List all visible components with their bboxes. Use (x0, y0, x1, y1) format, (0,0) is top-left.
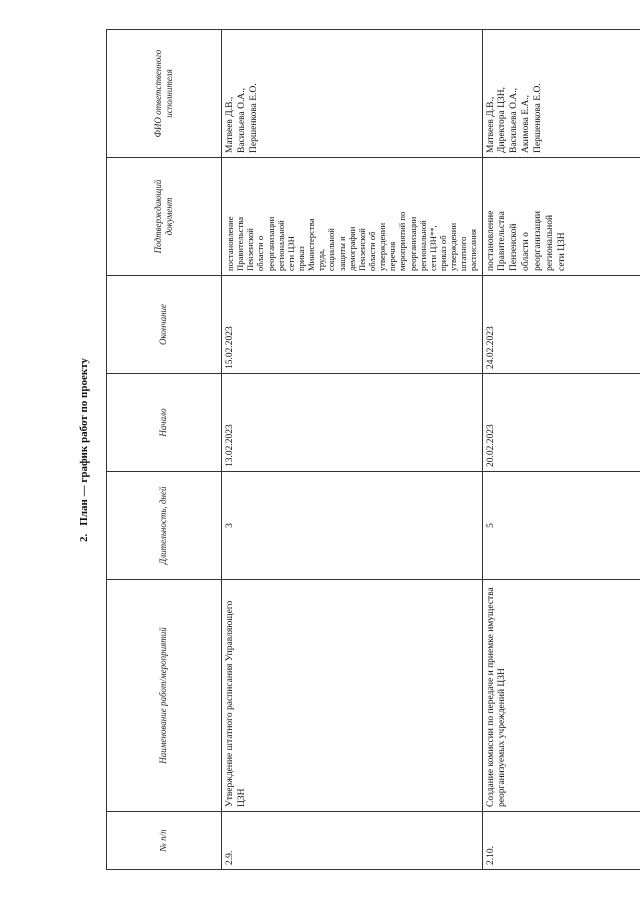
schedule-table (106, 29, 640, 870)
row-start: 20.02.2023 (482, 374, 640, 472)
col-header-num: № п/п (107, 812, 222, 870)
row-num: 2.9. (222, 812, 483, 870)
row-num: 2.10. (482, 812, 640, 870)
table-row (482, 30, 640, 870)
row-duration: 5 (482, 472, 640, 580)
row-end: 24.02.2023 (482, 276, 640, 374)
row-document: постановление Правительства Пензенской области о реорганизации региональной сети ЦЗН приказ Министерства труда, социальной защиты и демографии Пензенской области об утверждении перечня мероприятий по реорганизации региональной сети ЦЗН**, приказ об утверждении штатного расписания (222, 158, 483, 276)
col-header-responsible: ФИО ответственного исполнителя (107, 30, 222, 158)
section-title: План — график работ по проекту (78, 358, 90, 526)
table-header-row (107, 30, 222, 870)
section-number: 2. (78, 533, 90, 542)
row-responsible: Матвеев Д.В., Директора ЦЗН, Васильева О.А., Акимова Е.А., Першенкова Е.О. (482, 30, 640, 158)
section-heading (78, 30, 90, 870)
rotated-page (40, 30, 600, 870)
row-duration: 3 (222, 472, 483, 580)
row-end: 15.02.2023 (222, 276, 483, 374)
row-start: 13.02.2023 (222, 374, 483, 472)
col-header-document: Подтверждающий документ (107, 158, 222, 276)
row-responsible: Матвеев Д.В., Васильева О.А., Першенкова Е.О. (222, 30, 483, 158)
col-header-end: Окончание (107, 276, 222, 374)
row-document: постановление Правительства Пензенской области о реорганизации региональной сети ЦЗН (482, 158, 640, 276)
col-header-name: Наименование работ/мероприятий (107, 580, 222, 812)
row-name: Утверждение штатного расписания Управляющего ЦЗН (222, 580, 483, 812)
col-header-start: Начало (107, 374, 222, 472)
table-row (222, 30, 483, 870)
row-name: Создание комиссии по передаче и приемке имущества реорганизуемых учреждений ЦЗН (482, 580, 640, 812)
col-header-duration: Длительность, дней (107, 472, 222, 580)
